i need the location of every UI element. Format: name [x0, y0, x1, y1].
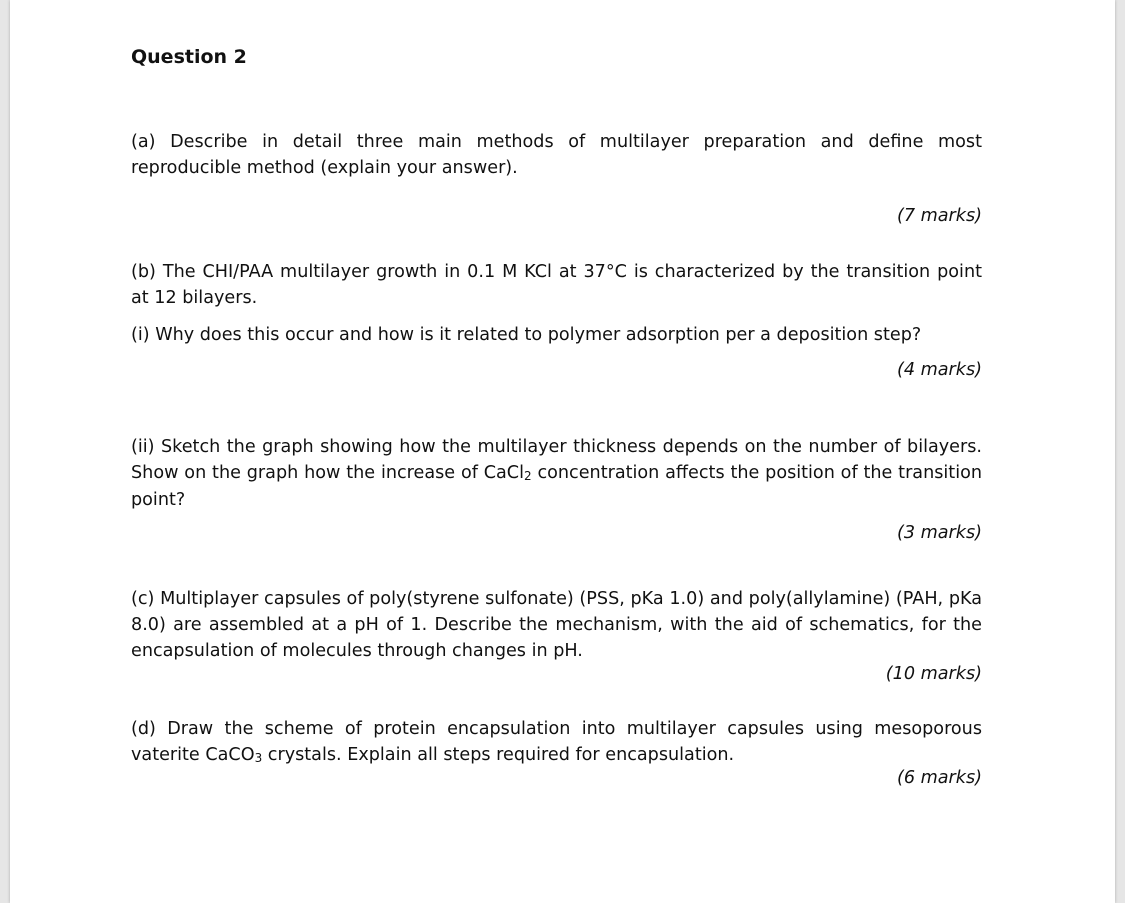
- part-d-subscript: 3: [254, 751, 263, 765]
- part-b-ii-text: [131, 434, 982, 513]
- part-d-text-2: crystals. Explain all steps required for encapsulation.: [262, 745, 735, 765]
- part-d-text: [131, 716, 982, 769]
- part-a-marks: (7 marks): [896, 206, 982, 226]
- part-b-ii-text-1: (ii) Sketch the graph showing how the multilayer thickness depends on the number of bilayers. Show on the graph how the increase of CaCl: [131, 437, 982, 483]
- part-a-text: (a) Describe in detail three main methods of multilayer preparation and define most reproducible method (explain your answer).: [131, 132, 982, 178]
- part-c-marks: (10 marks): [885, 664, 982, 684]
- part-c-text: (c) Multiplayer capsules of poly(styrene sulfonate) (PSS, pKa 1.0) and poly(allylamine) (PAH, pKa 8.0) are assembled at a pH of 1. Describe the mechanism, with the aid of schematics, for the encapsulation of molecules through changes in pH.: [131, 589, 982, 661]
- question-title: Question 2: [131, 46, 247, 68]
- part-b-text: (b) The CHI/PAA multilayer growth in 0.1 M KCl at 37°C is characterized by the transition point at 12 bilayers.: [131, 262, 982, 308]
- part-d-marks: (6 marks): [896, 768, 982, 788]
- part-b-ii-marks: (3 marks): [896, 523, 982, 543]
- part-b-ii-subscript: 2: [523, 469, 532, 483]
- part-b-i-marks: (4 marks): [896, 360, 982, 380]
- part-b-ii-text-2: concentration affects the position of the transition point?: [131, 463, 982, 510]
- part-d-text-1: (d) Draw the scheme of protein encapsulation into multilayer capsules using mesoporous vaterite CaCO: [131, 719, 982, 765]
- part-b-i-text: (i) Why does this occur and how is it related to polymer adsorption per a deposition step?: [131, 325, 922, 345]
